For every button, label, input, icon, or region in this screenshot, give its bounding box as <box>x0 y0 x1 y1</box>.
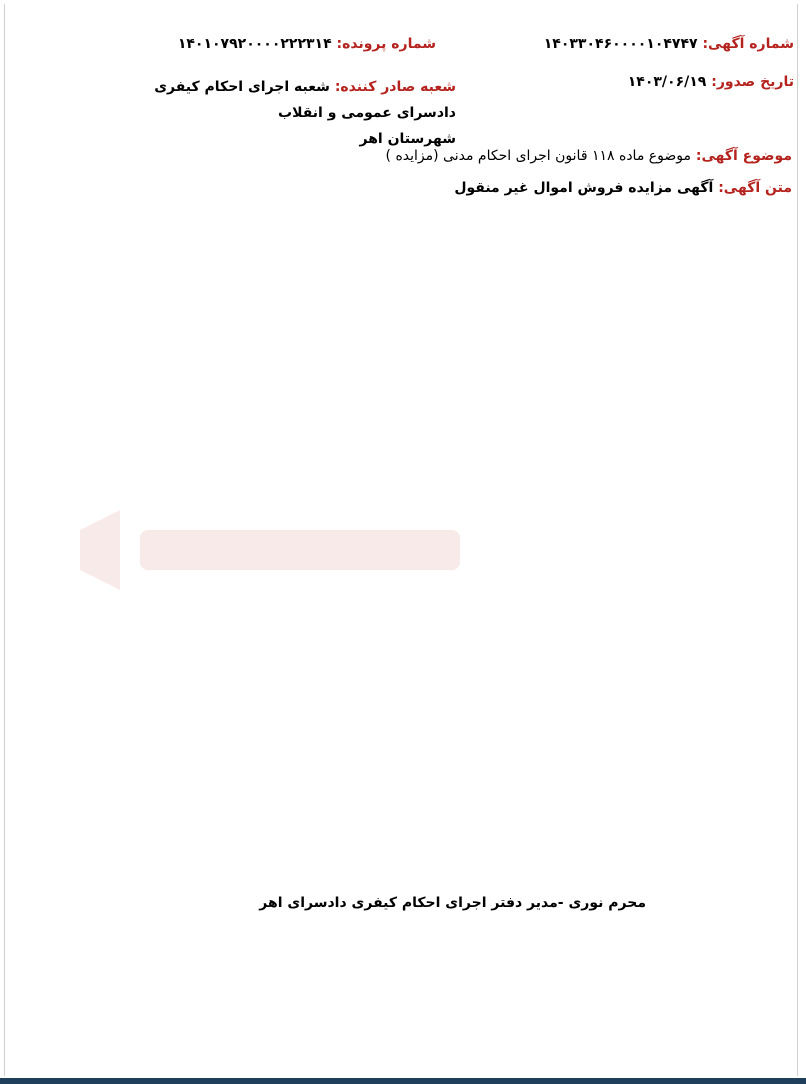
issuer <box>96 74 456 152</box>
case-number <box>178 36 436 52</box>
issuer-value-line2: شهرستان اهر <box>359 131 456 147</box>
bottom-bar <box>0 1078 806 1084</box>
case-number-label: شماره پرونده: <box>336 36 436 52</box>
notice-number <box>544 36 794 52</box>
text-heading <box>454 180 792 196</box>
text-title: آگهی مزایده فروش اموال غیر منقول <box>454 180 714 196</box>
subject-value: موضوع ماده ۱۱۸ قانون اجرای احکام مدنی (مزایده ) <box>385 148 691 164</box>
case-number-value: ۱۴۰۱۰۷۹۲۰۰۰۰۲۲۲۳۱۴ <box>177 36 332 52</box>
issue-date-label: تاریخ صدور: <box>711 74 794 90</box>
subject <box>386 148 792 164</box>
notice-number-value: ۱۴۰۳۳۰۴۶۰۰۰۰۱۰۴۷۴۷ <box>543 36 698 52</box>
site-watermark-logo <box>60 500 480 600</box>
notice-number-label: شماره آگهی: <box>702 36 794 52</box>
issue-date <box>628 74 794 90</box>
signature: محرم نوری -مدیر دفتر اجرای احکام کیفری دادسرای اهر <box>259 895 646 911</box>
subject-label: موضوع آگهی: <box>695 148 792 164</box>
issuer-label: شعبه صادر کننده: <box>334 79 456 95</box>
issuer-value-line1: شعبه اجرای احکام کیفری دادسرای عمومی و انقلاب <box>154 79 456 121</box>
text-label: متن آگهی: <box>718 180 792 196</box>
issue-date-value: ۱۴۰۳/۰۶/۱۹ <box>627 74 707 90</box>
